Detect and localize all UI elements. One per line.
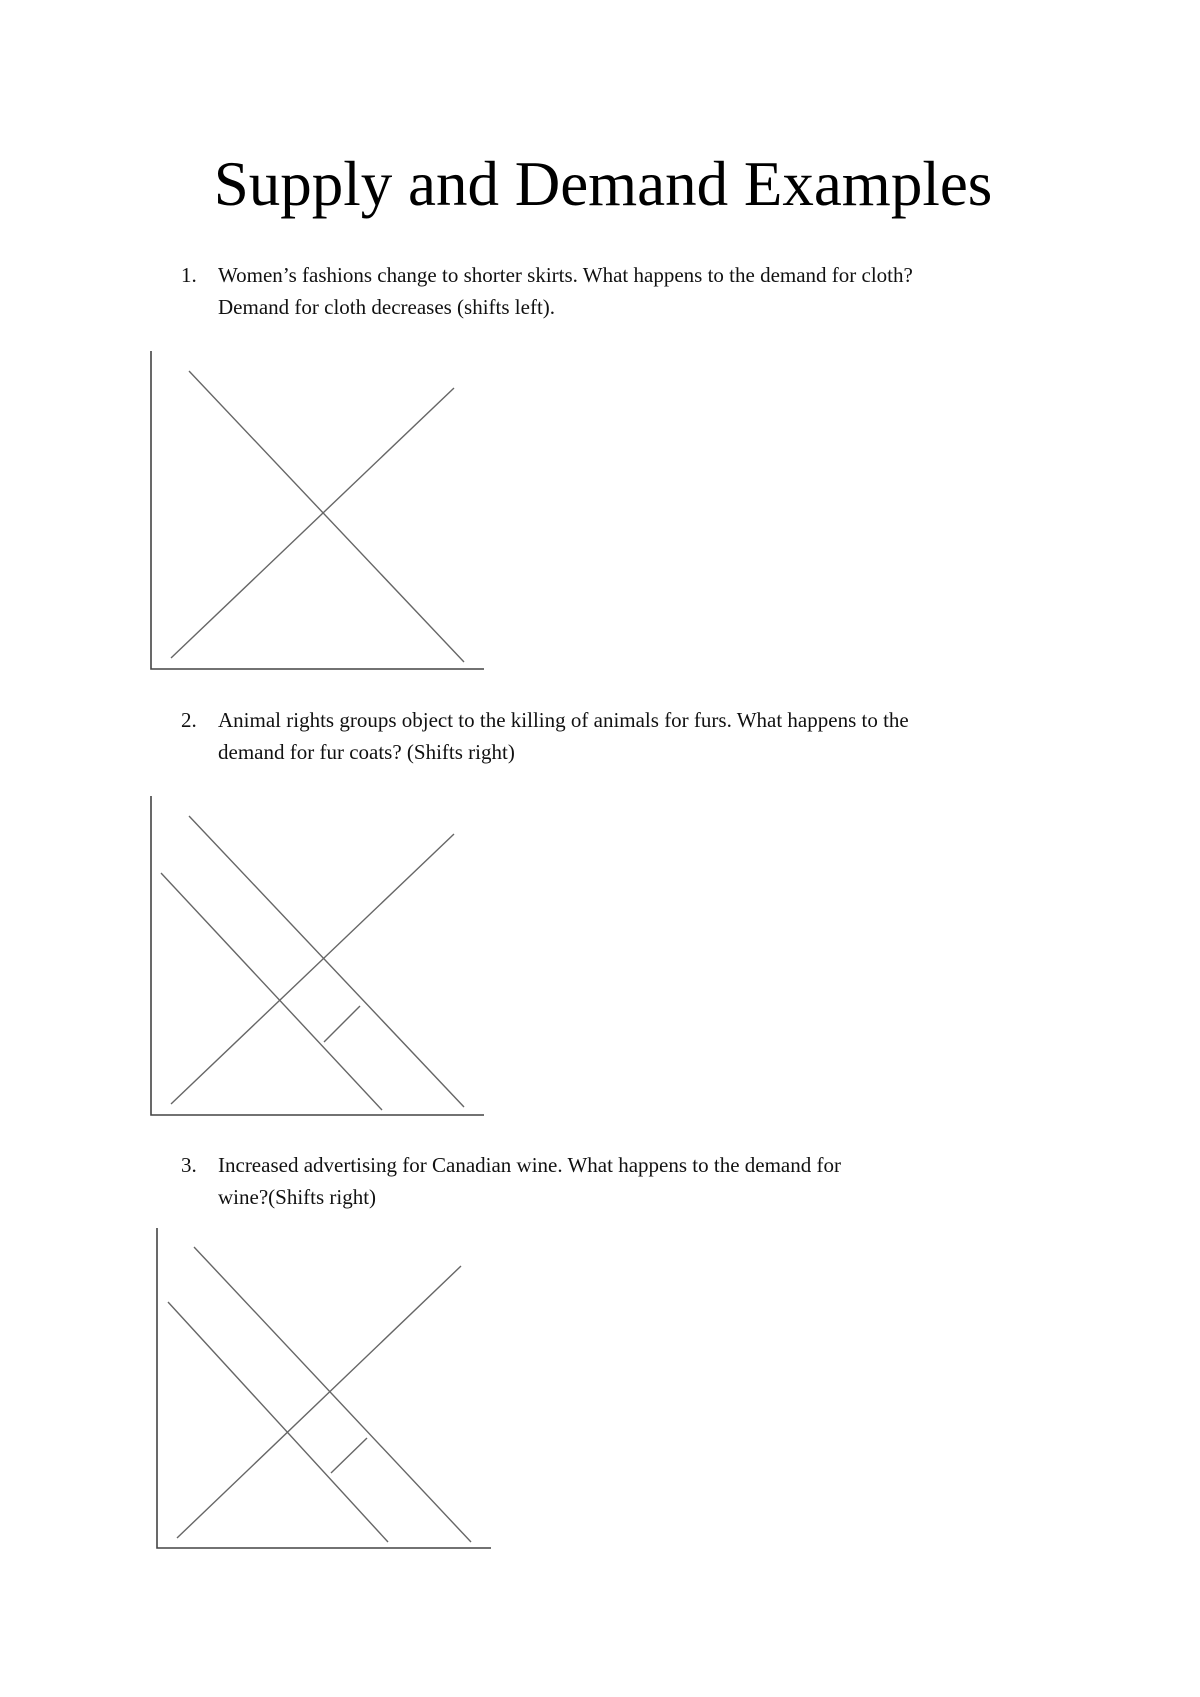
diagram-3: [157, 1228, 491, 1548]
question-number: 2.: [181, 708, 197, 732]
question-text: Increased advertising for Canadian wine. What happens to the demand for: [218, 1153, 841, 1177]
question-number: 3.: [181, 1153, 197, 1177]
axes: [151, 796, 484, 1115]
axes: [151, 351, 484, 669]
demand-curve-original: [194, 1247, 471, 1542]
supply-curve: [171, 388, 454, 658]
question-number: 1.: [181, 263, 197, 287]
shift-indicator: [324, 1006, 360, 1042]
demand-curve-original: [189, 816, 464, 1107]
diagram-1: [151, 351, 484, 669]
supply-curve: [177, 1266, 461, 1538]
demand-curve: [189, 371, 464, 662]
axes: [157, 1228, 491, 1548]
question-text: Women’s fashions change to shorter skirts. What happens to the demand for cloth?: [218, 263, 913, 287]
diagram-2: [151, 796, 484, 1115]
question-text: Animal rights groups object to the killing of animals for furs. What happens to the: [218, 708, 909, 732]
shift-indicator: [331, 1438, 367, 1473]
demand-curve-shifted: [161, 873, 382, 1110]
answer-text: Demand for cloth decreases (shifts left).: [218, 295, 556, 319]
answer-text: wine?(Shifts right): [218, 1185, 377, 1209]
demand-curve-shifted: [168, 1302, 388, 1542]
page-title: Supply and Demand Examples: [213, 149, 993, 219]
answer-text: demand for fur coats? (Shifts right): [218, 740, 515, 764]
supply-curve: [171, 834, 454, 1104]
